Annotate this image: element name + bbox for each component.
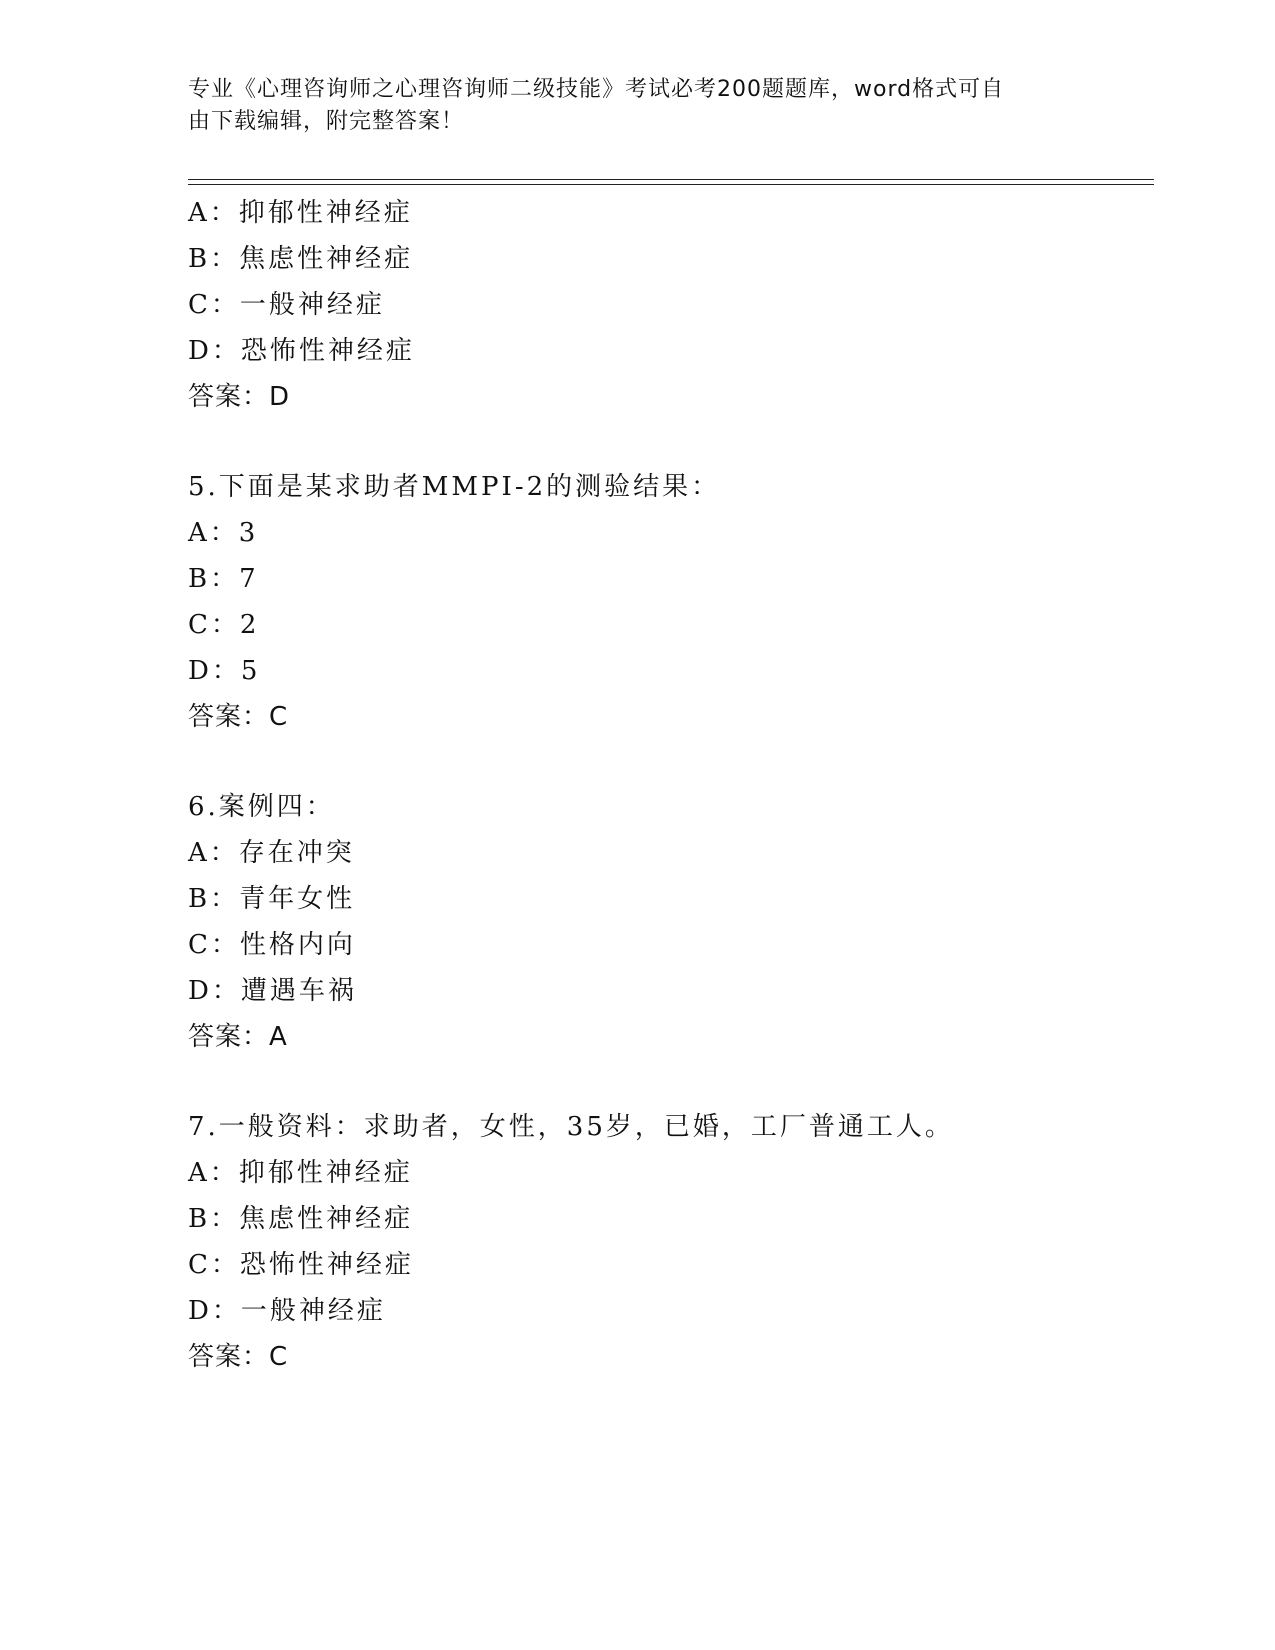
header-divider-top [188, 179, 1154, 180]
option-c: C：2 [188, 610, 260, 640]
answer-line: 答案：C [188, 1342, 289, 1372]
question-6: 6.案例四： [188, 792, 335, 822]
spacer [188, 740, 1154, 784]
question-list [188, 190, 1154, 1380]
header-line-1: 专业《心理咨询师之心理咨询师二级技能》考试必考200题题库，word格式可自 [188, 77, 1005, 102]
option-c: C：恐怖性神经症 [188, 1250, 414, 1280]
option-b: B：焦虑性神经症 [188, 1204, 414, 1234]
question-5: 5.下面是某求助者MMPI-2的测验结果： [188, 472, 721, 502]
option-a: A：抑郁性神经症 [188, 198, 413, 228]
option-b: B：7 [188, 564, 259, 594]
spacer [188, 1060, 1154, 1104]
option-a: A：3 [188, 518, 259, 548]
option-c: C：一般神经症 [188, 290, 385, 320]
answer-line: 答案：D [188, 382, 291, 412]
question-7: 7.一般资料：求助者，女性，35岁，已婚，工厂普通工人。 [188, 1112, 954, 1142]
header-line-2: 由下载编辑，附完整答案！ [188, 109, 465, 134]
option-a: A：存在冲突 [188, 838, 355, 868]
option-a: A：抑郁性神经症 [188, 1158, 413, 1188]
document-header [188, 74, 1068, 138]
option-d: D：遭遇车祸 [188, 976, 357, 1006]
option-d: D：一般神经症 [188, 1296, 386, 1326]
option-d: D：恐怖性神经症 [188, 336, 415, 366]
option-b: B：焦虑性神经症 [188, 244, 414, 274]
header-divider-bottom [188, 184, 1154, 185]
option-c: C：性格内向 [188, 930, 356, 960]
option-b: B：青年女性 [188, 884, 356, 914]
answer-line: 答案：C [188, 702, 289, 732]
spacer [188, 420, 1154, 464]
option-d: D：5 [188, 656, 261, 686]
answer-line: 答案：A [188, 1022, 288, 1052]
